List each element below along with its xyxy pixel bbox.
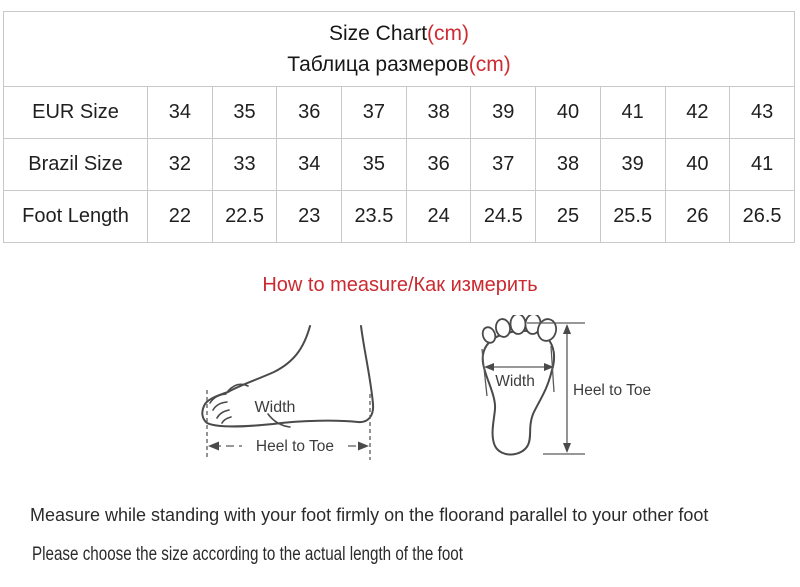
note-line-2: Please choose the size according to the actual length of the foot	[32, 544, 463, 565]
table-title-en	[4, 18, 794, 49]
size-cell: 36	[277, 87, 342, 139]
size-cell: 35	[212, 87, 277, 139]
table-header-row	[4, 12, 795, 87]
size-cell: 36	[406, 139, 471, 191]
size-cell: 34	[148, 87, 213, 139]
table-row-eur-size	[4, 87, 795, 139]
size-cell: 37	[342, 87, 407, 139]
size-cell: 26	[665, 191, 730, 243]
size-cell: 37	[471, 139, 536, 191]
size-cell: 26.5	[730, 191, 795, 243]
toe-icon	[510, 315, 526, 334]
size-cell: 43	[730, 87, 795, 139]
foot-top-view-diagram	[475, 315, 655, 465]
heel-to-toe-label: Heel to Toe	[255, 438, 335, 455]
toe-icon	[495, 318, 512, 338]
size-cell: 24.5	[471, 191, 536, 243]
size-cell: 25.5	[600, 191, 665, 243]
table-row-brazil-size	[4, 139, 795, 191]
size-cell: 25	[536, 191, 601, 243]
size-cell: 33	[212, 139, 277, 191]
size-cell: 24	[406, 191, 471, 243]
size-cell: 41	[730, 139, 795, 191]
note-line-1: Measure while standing with your foot firmly on the floorand parallel to your other foot	[30, 505, 709, 525]
size-cell: 35	[342, 139, 407, 191]
size-cell: 32	[148, 139, 213, 191]
length-arrow-down-icon	[563, 443, 571, 453]
table-title-ru-text: Таблица размеров	[287, 53, 469, 76]
table-title-en-text: Size Chart	[328, 22, 428, 45]
size-cell: 38	[406, 87, 471, 139]
size-cell: 41	[600, 87, 665, 139]
measure-heading: How to measure/Как измерить	[262, 274, 538, 296]
size-cell: 22	[148, 191, 213, 243]
table-title-ru	[4, 49, 794, 80]
size-cell: 34	[277, 139, 342, 191]
row-label: Brazil Size	[4, 139, 148, 191]
size-chart-table	[3, 11, 795, 243]
table-title-cell	[4, 12, 795, 87]
row-label: Foot Length	[4, 191, 148, 243]
footprint-sole-outline	[483, 331, 554, 455]
size-cell: 39	[471, 87, 536, 139]
size-cell: 23.5	[342, 191, 407, 243]
width-label: Width	[254, 399, 296, 416]
size-cell: 40	[536, 87, 601, 139]
size-cell: 39	[600, 139, 665, 191]
row-label: EUR Size	[4, 87, 148, 139]
length-arrow-up-icon	[563, 324, 571, 334]
size-cell: 38	[536, 139, 601, 191]
width-label: Width	[495, 373, 535, 390]
foot-side-view-diagram	[198, 320, 378, 464]
arrow-head-right-icon	[358, 442, 369, 451]
table-title-ru-unit: (cm)	[468, 53, 511, 76]
size-cell: 22.5	[212, 191, 277, 243]
toe-small-icon	[481, 325, 498, 344]
table-row-foot-length	[4, 191, 795, 243]
table-title-en-unit: (cm)	[427, 22, 470, 45]
size-cell: 42	[665, 87, 730, 139]
arrow-head-left-icon	[208, 442, 219, 451]
footprint-toes	[481, 315, 559, 345]
size-cell: 40	[665, 139, 730, 191]
size-cell: 23	[277, 191, 342, 243]
heel-to-toe-label: Heel to Toe	[573, 382, 652, 399]
